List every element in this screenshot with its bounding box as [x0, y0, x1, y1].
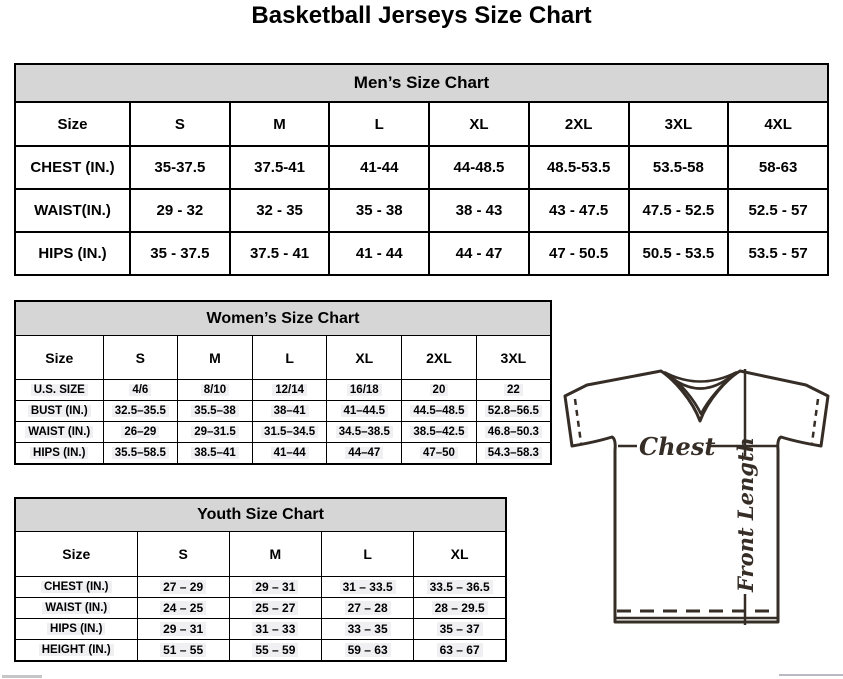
- size-value-cell: 53.5 - 57: [728, 232, 828, 275]
- size-value-cell: 29 - 32: [130, 189, 230, 232]
- size-value-cell: 38.5–41: [178, 443, 253, 465]
- size-value-cell: 44.5–48.5: [402, 401, 477, 422]
- jersey-body-outline: [565, 371, 828, 622]
- column-header: XL: [429, 102, 529, 146]
- size-value-cell: 27 – 28: [322, 598, 414, 619]
- size-value-cell: 28 – 29.5: [414, 598, 506, 619]
- size-value-cell: 29 – 31: [137, 619, 229, 640]
- size-value-cell: 37.5 - 41: [230, 232, 330, 275]
- column-header: XL: [327, 336, 402, 380]
- table-row: [15, 189, 828, 232]
- size-value-cell: 47–50: [402, 443, 477, 465]
- size-value-cell: 44–47: [327, 443, 402, 465]
- row-label: HIPS (IN.): [15, 232, 130, 275]
- size-value-cell: 46.8–50.3: [476, 422, 551, 443]
- size-value-cell: 33.5 – 36.5: [414, 577, 506, 598]
- row-label: WAIST (IN.): [15, 422, 103, 443]
- womens-chart-title: Women’s Size Chart: [15, 301, 551, 336]
- row-label: U.S. SIZE: [15, 380, 103, 401]
- size-value-cell: 4/6: [103, 380, 178, 401]
- size-value-cell: 34.5–38.5: [327, 422, 402, 443]
- row-label: WAIST(IN.): [15, 189, 130, 232]
- size-value-cell: 31 – 33.5: [322, 577, 414, 598]
- size-value-cell: 41–44: [252, 443, 327, 465]
- row-label: CHEST (IN.): [15, 146, 130, 189]
- jersey-diagram: [556, 358, 834, 630]
- size-value-cell: 20: [402, 380, 477, 401]
- size-value-cell: 52.8–56.5: [476, 401, 551, 422]
- size-value-cell: 12/14: [252, 380, 327, 401]
- size-value-cell: 55 – 59: [229, 640, 321, 662]
- row-label: CHEST (IN.): [15, 577, 137, 598]
- right-sleeve-dashed-line: [812, 399, 818, 443]
- front-length-label: Front Length: [733, 437, 758, 592]
- column-header: L: [252, 336, 327, 380]
- table-row: [15, 380, 551, 401]
- size-value-cell: 37.5-41: [230, 146, 330, 189]
- size-value-cell: 44-48.5: [429, 146, 529, 189]
- size-value-cell: 35-37.5: [130, 146, 230, 189]
- size-value-cell: 41-44: [329, 146, 429, 189]
- size-value-cell: 44 - 47: [429, 232, 529, 275]
- size-value-cell: 35 - 38: [329, 189, 429, 232]
- column-header: Size: [15, 102, 130, 146]
- size-value-cell: 41–44.5: [327, 401, 402, 422]
- column-header: 4XL: [728, 102, 828, 146]
- size-value-cell: 8/10: [178, 380, 253, 401]
- table-row: [15, 640, 506, 662]
- size-value-cell: 53.5-58: [629, 146, 729, 189]
- table-row: [15, 146, 828, 189]
- size-value-cell: 33 – 35: [322, 619, 414, 640]
- size-value-cell: 35 - 37.5: [130, 232, 230, 275]
- page-title: Basketball Jerseys Size Chart: [251, 2, 592, 29]
- youth-size-chart-table: [14, 497, 507, 662]
- column-header: L: [322, 532, 414, 577]
- table-row: [15, 422, 551, 443]
- size-value-cell: 35.5–38: [178, 401, 253, 422]
- column-header: L: [329, 102, 429, 146]
- column-header: XL: [414, 532, 506, 577]
- size-value-cell: 51 – 55: [137, 640, 229, 662]
- left-sleeve-dashed-line: [575, 399, 581, 443]
- table-row: [15, 619, 506, 640]
- table-row: [15, 598, 506, 619]
- size-value-cell: 22: [476, 380, 551, 401]
- scrollbar-fragment-right[interactable]: [779, 674, 843, 676]
- size-value-cell: 25 – 27: [229, 598, 321, 619]
- column-header: S: [137, 532, 229, 577]
- size-value-cell: 24 – 25: [137, 598, 229, 619]
- size-value-cell: 50.5 - 53.5: [629, 232, 729, 275]
- size-value-cell: 38–41: [252, 401, 327, 422]
- mens-chart-title: Men’s Size Chart: [15, 64, 828, 102]
- row-label: HIPS (IN.): [15, 443, 103, 465]
- size-value-cell: 16/18: [327, 380, 402, 401]
- column-header: 2XL: [529, 102, 629, 146]
- row-label: WAIST (IN.): [15, 598, 137, 619]
- size-value-cell: 58-63: [728, 146, 828, 189]
- row-label: HIPS (IN.): [15, 619, 137, 640]
- youth-chart-title: Youth Size Chart: [15, 498, 506, 532]
- column-header: M: [178, 336, 253, 380]
- size-value-cell: 43 - 47.5: [529, 189, 629, 232]
- size-value-cell: 48.5-53.5: [529, 146, 629, 189]
- size-value-cell: 35 – 37: [414, 619, 506, 640]
- table-row: [15, 577, 506, 598]
- column-header: S: [103, 336, 178, 380]
- size-value-cell: 29 – 31: [229, 577, 321, 598]
- size-value-cell: 32 - 35: [230, 189, 330, 232]
- size-value-cell: 47.5 - 52.5: [629, 189, 729, 232]
- column-header: M: [230, 102, 330, 146]
- row-label: BUST (IN.): [15, 401, 103, 422]
- size-value-cell: 59 – 63: [322, 640, 414, 662]
- size-value-cell: 38 - 43: [429, 189, 529, 232]
- column-header: 2XL: [402, 336, 477, 380]
- size-value-cell: 41 - 44: [329, 232, 429, 275]
- size-value-cell: 31 – 33: [229, 619, 321, 640]
- size-value-cell: 29–31.5: [178, 422, 253, 443]
- table-row: [15, 443, 551, 465]
- size-value-cell: 27 – 29: [137, 577, 229, 598]
- womens-size-chart-table: [14, 300, 552, 465]
- chest-label: Chest: [639, 432, 716, 461]
- size-value-cell: 63 – 67: [414, 640, 506, 662]
- table-row: [15, 232, 828, 275]
- mens-size-chart-table: [14, 63, 829, 276]
- size-value-cell: 54.3–58.3: [476, 443, 551, 465]
- size-value-cell: 35.5–58.5: [103, 443, 178, 465]
- scrollbar-fragment-left[interactable]: [2, 675, 42, 678]
- column-header: Size: [15, 532, 137, 577]
- size-value-cell: 32.5–35.5: [103, 401, 178, 422]
- column-header: 3XL: [476, 336, 551, 380]
- table-row: [15, 401, 551, 422]
- size-value-cell: 47 - 50.5: [529, 232, 629, 275]
- column-header: M: [229, 532, 321, 577]
- row-label: HEIGHT (IN.): [15, 640, 137, 662]
- size-value-cell: 52.5 - 57: [728, 189, 828, 232]
- column-header: Size: [15, 336, 103, 380]
- column-header: 3XL: [629, 102, 729, 146]
- size-value-cell: 38.5–42.5: [402, 422, 477, 443]
- column-header: S: [130, 102, 230, 146]
- size-value-cell: 31.5–34.5: [252, 422, 327, 443]
- size-value-cell: 26–29: [103, 422, 178, 443]
